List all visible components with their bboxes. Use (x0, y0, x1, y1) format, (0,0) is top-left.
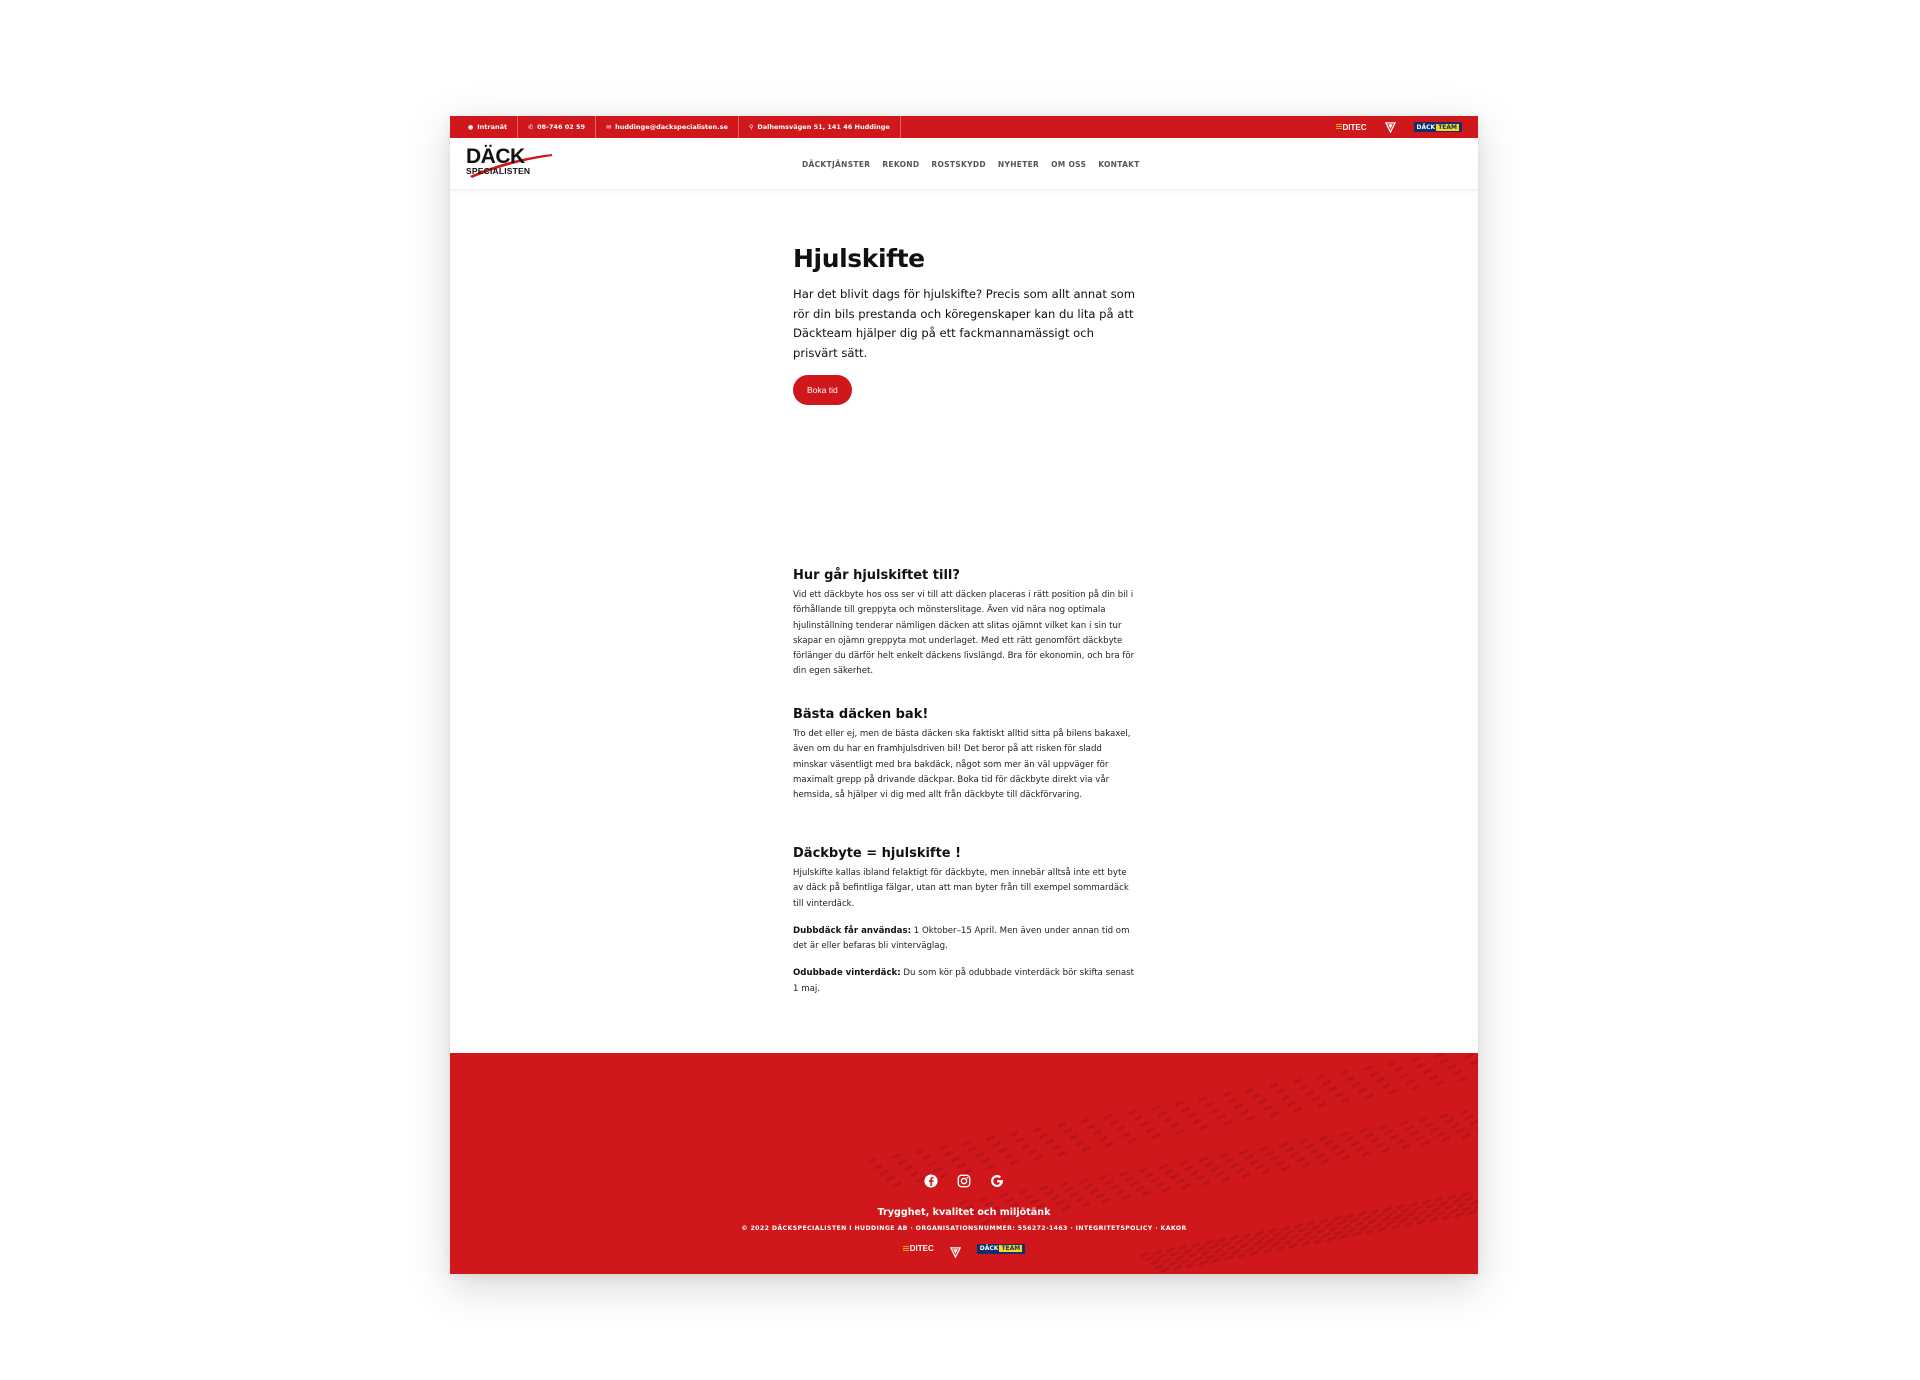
section-tire-change (793, 846, 1138, 997)
user-icon: ● (468, 123, 474, 131)
nav-item-rekond[interactable]: REKOND (882, 160, 920, 169)
nav-item-nyheter[interactable]: NYHETER (997, 160, 1040, 169)
phone-icon: ✆ (528, 123, 534, 131)
mail-icon: ✉ (606, 123, 612, 131)
main-nav (802, 160, 1140, 169)
ditec-logo[interactable]: DITEC (903, 1244, 934, 1253)
main-content (793, 244, 1138, 994)
section-paragraph: Vid ett däckbyte hos oss ser vi till att däcken placeras i rätt position på din bil i förhållande till greppyta och mönsterslitage. Även vid nära nog optimala hjulinställning tenderar nämligen däcken att slitas ojämnt vilket kan i sin tur skapar en ojämn greppyta mot underlaget. Med ett rätt genomfört däckbyte förlänger du därför helt enkelt däckens livslängd. Bra för ekonomin, och bra för din egen säkerhet. (793, 590, 1135, 677)
section-paragraph: Tro det eller ej, men de bästa däcken ska faktiskt alltid sitta på bilens bakaxel, även om du har en framhjulsdriven bil! Det beror på att risken för sladd minskar väsentligt med bra bakdäck, något som mer än väl uppväger för maximalt grepp på drivande däckpar. Boka tid för däckbyte direkt via vår hemsida, så hjälper vi dig med allt från däckbyte till däckförvaring. (793, 729, 1131, 801)
dackteam-small-logo[interactable]: DÄCK TEAM (977, 1244, 1026, 1254)
tire-track-pattern (450, 1053, 1478, 1274)
footer-partner-logos (450, 1243, 1478, 1254)
section-heading: Bästa däcken bak! (793, 707, 929, 722)
footer-tagline: Trygghet, kvalitet och miljötänk (877, 1207, 1051, 1218)
shield-logo-icon[interactable] (1385, 122, 1396, 133)
unstudded-tires-fact: Odubbade vinterdäck: Du som kör på odubbade vinterdäck bör skifta senast 1 maj. (793, 968, 1135, 994)
email-address: huddinge@dackspecialisten.se (615, 123, 728, 131)
footer (450, 1053, 1478, 1274)
social-links (450, 1174, 1478, 1188)
logo-text-top: DÄCK (466, 145, 525, 168)
dackteam-small-logo[interactable]: DÄCK TEAM (1414, 122, 1463, 132)
nav-item-kontakt[interactable]: KONTAKT (1098, 160, 1140, 169)
phone-number: 08-746 02 59 (537, 123, 586, 131)
section-heading: Hur går hjulskiftet till? (793, 568, 960, 583)
nav-item-rostskydd[interactable]: ROSTSKYDD (931, 160, 986, 169)
email-link[interactable] (596, 116, 739, 138)
top-bar (450, 116, 1478, 138)
site-logo[interactable] (466, 145, 556, 182)
address-text: Dalhemsvägen 51, 141 46 Huddinge (757, 123, 890, 131)
address-link[interactable] (739, 116, 901, 138)
intro-text: Har det blivit dags för hjulskifte? Precis som allt annat som rör din bils prestanda och köregenskaper kan du lita på att Däckteam hjälper dig på ett fackmannamässigt och prisvärt sätt. (793, 287, 1136, 360)
nav-item-om-oss[interactable]: OM OSS (1051, 160, 1087, 169)
google-icon[interactable] (990, 1174, 1004, 1188)
book-time-button[interactable]: Boka tid (793, 375, 852, 405)
footer-legal: © 2022 DÄCKSPECIALISTEN I HUDDINGE AB · ORGANISATIONSNUMMER: 556272-1463 · INTEGRITETSPOLICY · KAKOR (741, 1225, 1187, 1232)
instagram-icon[interactable] (957, 1174, 971, 1188)
website-frame (450, 116, 1478, 1274)
shield-logo-icon[interactable] (950, 1243, 961, 1254)
facebook-icon[interactable] (924, 1174, 938, 1188)
section-heading: Däckbyte = hjulskifte ! (793, 846, 962, 861)
section-paragraph: Hjulskifte kallas ibland felaktigt för däckbyte, men innebär alltså inte ett byte av däck på befintliga fälgar, utan att man byter från till exempel sommardäck till vinterdäck. (793, 868, 1129, 909)
ditec-logo[interactable]: DITEC (1336, 123, 1367, 132)
location-pin-icon: ⚲ (748, 123, 754, 131)
intranet-link[interactable] (462, 116, 518, 138)
section-best-tires-rear (793, 707, 1138, 803)
intranet-label: Intranät (477, 123, 508, 131)
page-title: Hjulskifte (793, 244, 925, 273)
phone-link[interactable] (518, 116, 596, 138)
nav-item-dacktjanster[interactable]: DÄCKTJÄNSTER (802, 160, 871, 169)
section-how-it-works (793, 568, 1138, 680)
studded-tires-fact: Dubbdäck får användas: 1 Oktober–15 April. Men även under annan tid om det är eller befaras bli vinterväglag. (793, 925, 1130, 952)
main-navbar (450, 138, 1478, 190)
logo-text-bottom: SPECIALISTEN (466, 166, 531, 176)
